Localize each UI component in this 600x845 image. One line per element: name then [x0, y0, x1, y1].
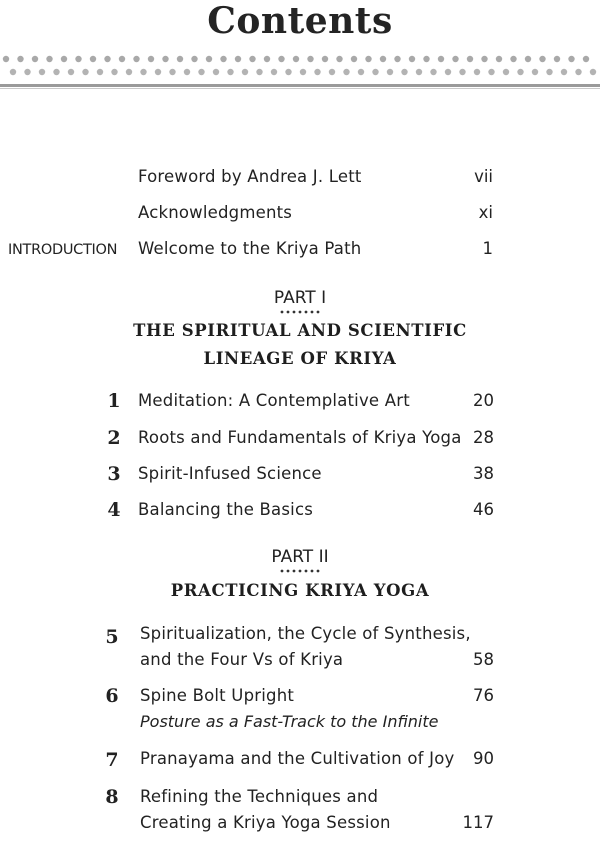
toc-entry-title: Foreword by Andrea J. Lett: [138, 167, 362, 186]
chapter-title: Creating a Kriya Yoga Session: [140, 813, 391, 832]
part-dots: [280, 568, 320, 574]
page-title: Contents: [207, 0, 393, 42]
chapter-number: 2: [107, 427, 121, 449]
chapter-number: 7: [105, 749, 119, 771]
part-title: LINEAGE OF KRIYA: [203, 349, 397, 368]
chapter-page: 58: [473, 650, 494, 669]
chapter-number: 5: [105, 626, 119, 648]
part-title: THE SPIRITUAL AND SCIENTIFIC: [133, 321, 467, 340]
chapter-number: 1: [107, 390, 121, 412]
chapter-number: 8: [105, 786, 119, 808]
part-dots: [280, 309, 320, 315]
part-label: PART II: [271, 547, 329, 567]
part-title: PRACTICING KRIYA YOGA: [170, 581, 430, 600]
chapter-title: Refining the Techniques and: [140, 787, 379, 806]
toc-entry-page: xi: [478, 203, 493, 222]
chapter-title: Spine Bolt Upright: [140, 686, 295, 705]
chapter-title: Pranayama and the Cultivation of Joy: [140, 749, 455, 768]
chapter-number: 4: [107, 499, 121, 521]
chapter-page: 46: [473, 500, 494, 519]
toc-entry-title: Welcome to the Kriya Path: [138, 239, 362, 258]
chapter-title: and the Four Vs of Kriya: [140, 650, 344, 669]
header-rule-thin: [0, 88, 600, 89]
chapter-title: Spiritualization, the Cycle of Synthesis,: [140, 624, 471, 643]
toc-entry-page: vii: [474, 167, 493, 186]
chapter-title: Meditation: A Contemplative Art: [138, 391, 410, 410]
chapter-page: 20: [473, 391, 494, 410]
chapter-title: Roots and Fundamentals of Kriya Yoga: [138, 428, 462, 447]
chapter-number: 3: [107, 463, 121, 485]
chapter-subtitle: Posture as a Fast-Track to the Infinite: [140, 712, 439, 731]
chapter-page: 76: [473, 686, 494, 705]
part-label: PART I: [273, 288, 327, 308]
toc-entry-page: 1: [482, 239, 493, 258]
chapter-number: 6: [105, 685, 119, 707]
chapter-title: Balancing the Basics: [138, 500, 314, 519]
header-rule: [0, 84, 600, 87]
chapter-page: 28: [473, 428, 494, 447]
chapter-page: 38: [473, 464, 494, 483]
chapter-page: 117: [462, 813, 494, 832]
chapter-page: 90: [473, 749, 494, 768]
toc-entry-label: INTRODUCTION: [8, 242, 118, 258]
chapter-title: Spirit-Infused Science: [138, 464, 322, 483]
toc-entry-title: Acknowledgments: [138, 203, 293, 222]
decorative-dot-border: [0, 52, 600, 80]
